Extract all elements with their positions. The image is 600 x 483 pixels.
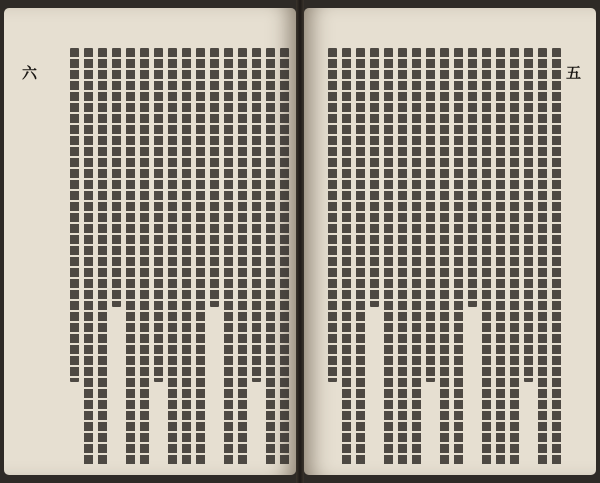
text-column bbox=[182, 48, 191, 466]
text-column bbox=[84, 48, 93, 466]
text-column bbox=[252, 48, 261, 382]
text-column bbox=[412, 48, 421, 466]
text-column bbox=[370, 48, 379, 307]
text-column bbox=[238, 48, 247, 466]
text-column bbox=[440, 48, 449, 466]
text-column bbox=[224, 48, 233, 466]
left-page-number: 六 bbox=[22, 64, 38, 82]
text-column bbox=[98, 48, 107, 466]
text-column bbox=[210, 48, 219, 307]
right-page-text bbox=[316, 48, 562, 466]
text-column bbox=[384, 48, 393, 466]
right-page-number: 五 bbox=[566, 64, 582, 82]
book-gutter bbox=[296, 0, 304, 483]
text-column bbox=[280, 48, 289, 466]
left-page bbox=[4, 8, 296, 475]
text-column bbox=[482, 48, 491, 466]
text-column bbox=[468, 48, 477, 307]
text-column bbox=[70, 48, 79, 382]
text-column bbox=[266, 48, 275, 466]
right-page bbox=[304, 8, 596, 475]
text-column bbox=[538, 48, 547, 466]
text-column bbox=[328, 48, 337, 382]
text-column bbox=[196, 48, 205, 466]
text-column bbox=[524, 48, 533, 382]
text-column bbox=[426, 48, 435, 382]
text-column bbox=[510, 48, 519, 466]
text-column bbox=[112, 48, 121, 307]
text-column bbox=[454, 48, 463, 466]
text-column bbox=[140, 48, 149, 466]
text-column bbox=[342, 48, 351, 466]
text-column bbox=[552, 48, 561, 466]
text-column bbox=[356, 48, 365, 466]
text-column bbox=[168, 48, 177, 466]
text-column bbox=[398, 48, 407, 466]
left-page-text bbox=[62, 48, 290, 466]
text-column bbox=[154, 48, 163, 382]
text-column bbox=[496, 48, 505, 466]
text-column bbox=[126, 48, 135, 466]
